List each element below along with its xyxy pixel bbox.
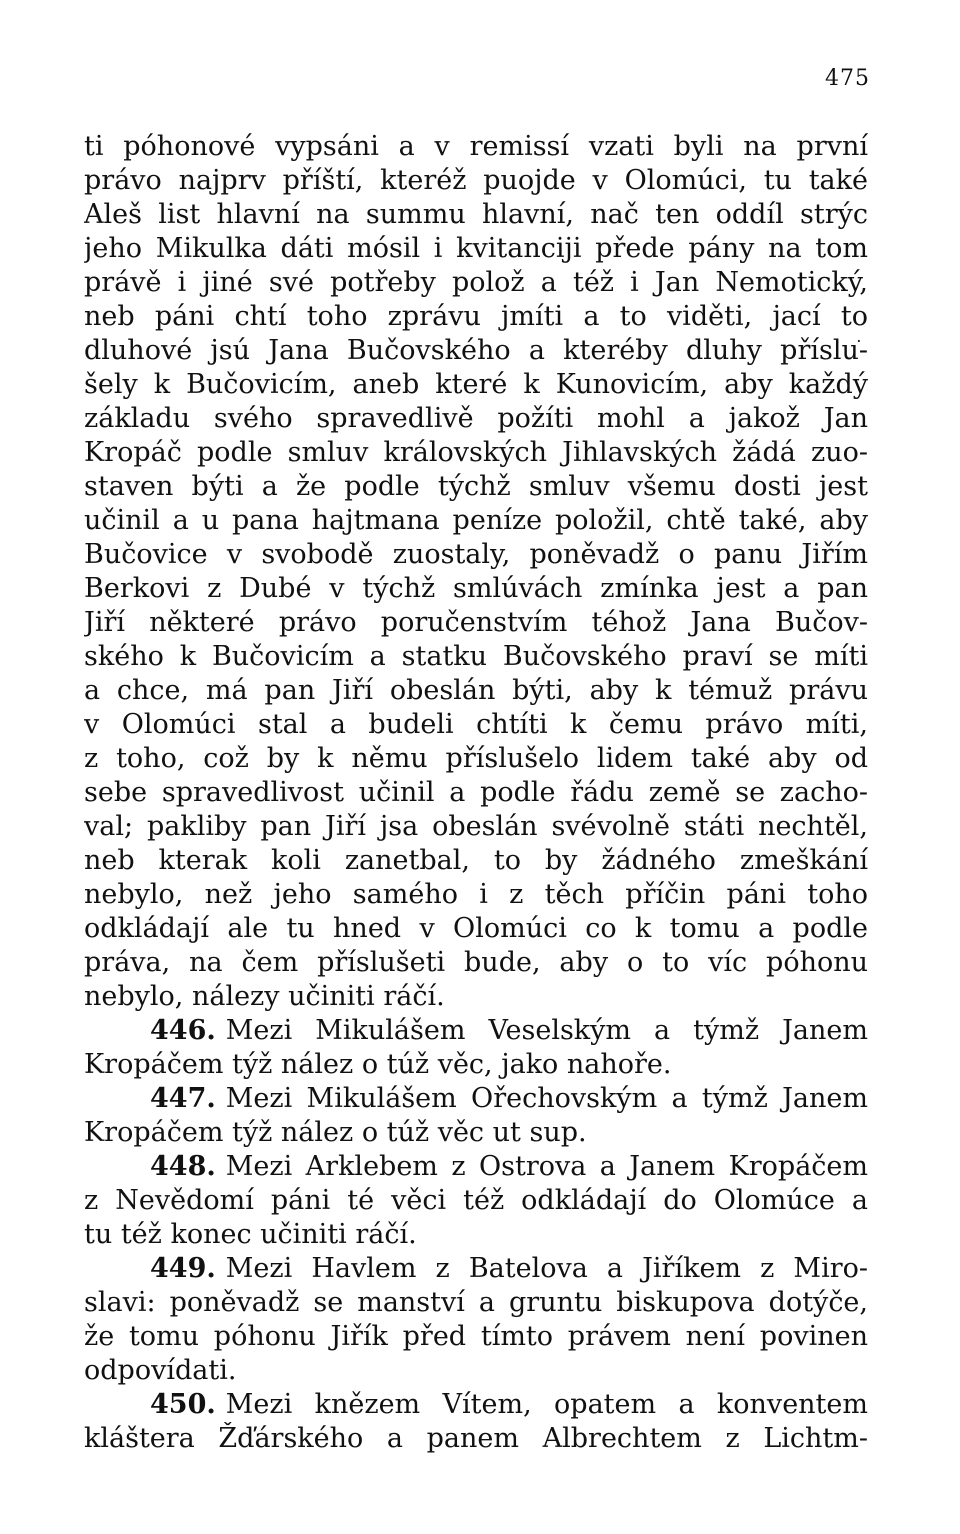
text-line: Mezi Mikulášem Ořechovským a týmž Janem [225,1083,868,1114]
text-line: Mezi Havlem z Batelova a Jiříkem z Miro- [225,1253,868,1284]
text-line: práva, na čem příslušeti bude, aby o to víc póhonu [84,947,868,978]
text-line: z Nevědomí páni té věci též odkládají do Olomúce a [84,1185,868,1216]
text-line: ského k Bučovicím a statku Bučovského praví se míti [84,641,868,672]
text-line: neb kterak koli zanetbal, to by žádného zmeškání [84,845,868,876]
text-line: šely k Bučovicím, aneb které k Kunovicím, aby každý [84,369,868,400]
text-line: odpovídati. [84,1355,237,1386]
text-line: staven býti a že podle týchž smluv všemu dosti jest [84,471,868,502]
text-line: tu též konec učiniti ráčí. [84,1219,417,1250]
section-number: 448. [150,1151,216,1182]
section-448 [84,1150,868,1252]
text-line: kláštera Žďárského a panem Albrechtem z Lichtm- [84,1423,868,1454]
text-line: v Olomúci stal a budeli chtíti k čemu právo míti, [84,709,868,740]
text-line: Kropáčem týž nález o túž věc, jako nahoře. [84,1049,672,1080]
section-number: 449. [150,1253,216,1284]
text-line: Aleš list hlavní na summu hlavní, nač ten oddíl strýc [84,199,868,230]
text-line: neb páni chtí toho zprávu jmíti a to viděti, jací to [84,301,868,332]
text-line: Mezi Mikulášem Veselským a týmž Janem [225,1015,868,1046]
text-line: z toho, což by k němu příslušelo lidem také aby od [84,743,868,774]
section-number: 450. [150,1389,216,1420]
text-line: Mezi knězem Vítem, opatem a konventem [225,1389,868,1420]
text-line: sebe spravedlivost učinil a podle řádu země se zacho- [84,777,868,808]
text-line: jeho Mikulka dáti mósil i kvitanciji přede pány na tom [84,233,868,264]
text-line: Jiří některé právo poručenstvím téhož Jana Bučov- [84,607,868,638]
text-line: právo najprv příští, kteréž puojde v Olomúci, tu také [84,165,868,196]
text-line: Kropáčem týž nález o túž věc ut sup. [84,1117,587,1148]
text-line: ti póhonové vypsáni a v remissí vzati byli na první [84,131,868,162]
text-line: Mezi Arklebem z Ostrova a Janem Kropáčem [225,1151,868,1182]
paragraph-continuation [84,130,868,1014]
text-line: val; pakliby pan Jiří jsa obeslán svévolně státi nechtěl, [84,811,868,842]
text-line: nebylo, nálezy učiniti ráčí. [84,981,445,1012]
text-line: Bučovice v svobodě zuostaly, poněvadž o panu Jiřím [84,539,868,570]
section-number: 447. [150,1083,216,1114]
text-line: odkládají ale tu hned v Olomúci co k tomu a podle [84,913,868,944]
body-text [84,130,868,1456]
text-line: učinil a u pana hajtmana peníze položil, chtě také, aby [84,505,868,536]
text-line: Berkovi z Dubé v týchž smlúvách zmínka jest a pan [84,573,868,604]
text-line: a chce, má pan Jiří obeslán býti, aby k témuž právu [84,675,868,706]
text-line: právě i jiné své potřeby polož a též i Jan Nemotický, [84,267,868,298]
text-line: základu svého spravedlivě požíti mohl a jakož Jan [84,403,868,434]
text-line: Kropáč podle smluv královských Jihlavských žádá zuo- [84,437,868,468]
text-line: že tomu póhonu Jiřík před tímto právem není povinen [84,1321,868,1352]
text-line: nebylo, než jeho samého i z těch příčin páni toho [84,879,868,910]
section-447 [84,1082,868,1150]
text-line: slavi: poněvadž se manství a gruntu biskupova dotýče, [84,1287,868,1318]
section-449 [84,1252,868,1388]
section-450 [84,1388,868,1456]
section-number: 446. [150,1015,216,1046]
text-line: dluhové jsú Jana Bučovského a kteréby dluhy přísluֹ- [84,335,868,366]
page-number: 475 [825,66,870,91]
section-446 [84,1014,868,1082]
